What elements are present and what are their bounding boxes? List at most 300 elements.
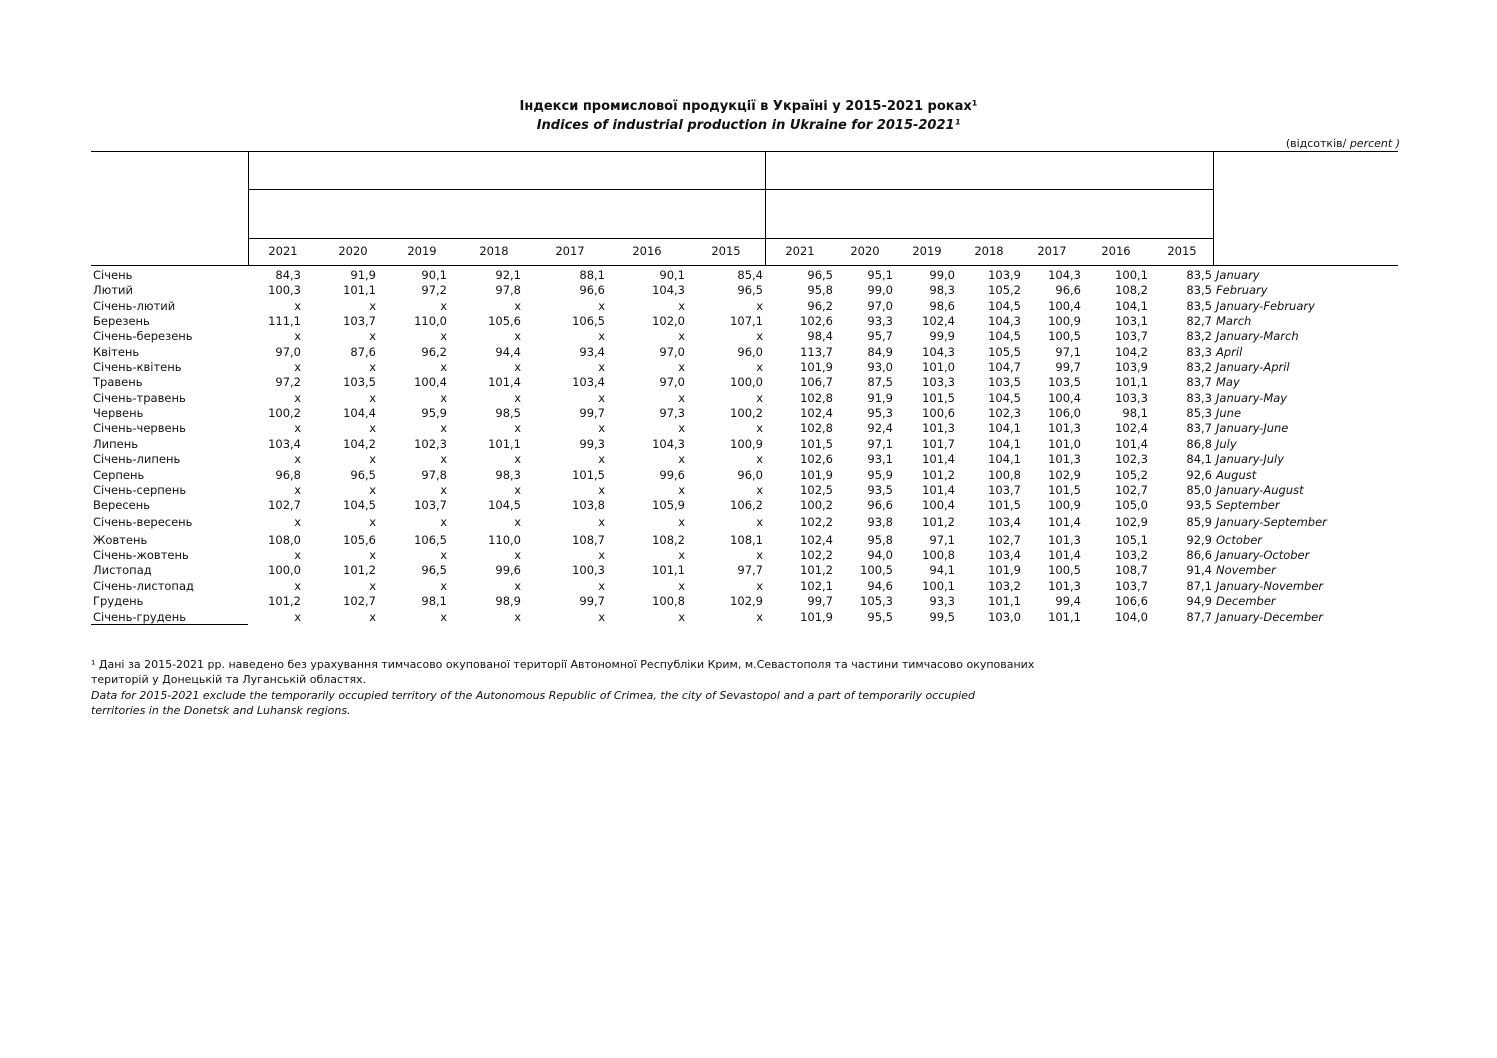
table-cell: 101,2 xyxy=(268,594,301,608)
row-label-en: December xyxy=(1216,594,1276,608)
table-cell: 105,6 xyxy=(343,533,376,547)
table-cell: 103,3 xyxy=(922,375,955,389)
row-label-uk: Січень-липень xyxy=(93,452,181,466)
table-cell: x xyxy=(369,515,376,529)
footnote-en-line-2: territories in the Donetsk and Luhansk regions. xyxy=(91,704,351,717)
row-label-en: July xyxy=(1216,437,1237,451)
table-cell: 97,1 xyxy=(867,437,893,451)
row-label-en: February xyxy=(1216,283,1268,297)
table-cell: x xyxy=(514,421,521,435)
table-cell: 93,5 xyxy=(1186,498,1212,512)
row-label-en: January-December xyxy=(1216,610,1323,624)
table-cell: 103,4 xyxy=(988,515,1021,529)
table-cell: 93,4 xyxy=(579,345,605,359)
table-cell: x xyxy=(514,483,521,497)
table-cell: x xyxy=(678,483,685,497)
table-cell: 97,0 xyxy=(275,345,301,359)
table-cell: 96,2 xyxy=(421,345,447,359)
table-cell: 96,6 xyxy=(867,498,893,512)
table-cell: x xyxy=(514,299,521,313)
table-cell: 101,2 xyxy=(800,563,833,577)
table-cell: 96,6 xyxy=(579,283,605,297)
table-cell: 102,2 xyxy=(800,515,833,529)
table-cell: x xyxy=(514,610,521,624)
table-cell: 102,8 xyxy=(800,391,833,405)
table-cell: 103,9 xyxy=(1115,360,1148,374)
row-label-uk: Вересень xyxy=(93,498,151,512)
table-cell: 100,4 xyxy=(414,375,447,389)
table-cell: 100,9 xyxy=(1048,498,1081,512)
table-cell: 96,2 xyxy=(807,299,833,313)
table-cell: 105,1 xyxy=(1115,533,1148,547)
table-cell: 102,4 xyxy=(800,406,833,420)
table-cell: 90,1 xyxy=(421,268,447,282)
table-cell: 101,3 xyxy=(1048,579,1081,593)
table-cell: 101,1 xyxy=(1048,610,1081,624)
row-label-uk: Грудень xyxy=(93,594,144,608)
table-cell: 105,5 xyxy=(988,345,1021,359)
table-cell: 95,3 xyxy=(867,406,893,420)
table-cell: 96,0 xyxy=(737,345,763,359)
table-cell: x xyxy=(756,515,763,529)
table-cell: x xyxy=(598,452,605,466)
table-cell: 101,5 xyxy=(800,437,833,451)
year-header-right-0: 2021 xyxy=(785,244,815,258)
table-cell: x xyxy=(514,579,521,593)
row-label-uk: Січень-жовтень xyxy=(93,548,189,562)
table-cell: 100,8 xyxy=(988,468,1021,482)
table-cell: 92,4 xyxy=(867,421,893,435)
row-label-en: January-February xyxy=(1216,299,1315,313)
row-label-uk: Січень-квітень xyxy=(93,360,182,374)
table-cell: 100,2 xyxy=(268,406,301,420)
table-cell: 101,4 xyxy=(922,452,955,466)
table-cell: x xyxy=(678,548,685,562)
table-cell: 105,3 xyxy=(860,594,893,608)
table-cell: x xyxy=(598,548,605,562)
unit-note xyxy=(1286,137,1400,150)
table-cell: 90,1 xyxy=(659,268,685,282)
table-cell: x xyxy=(294,360,301,374)
table-cell: 83,3 xyxy=(1186,345,1212,359)
table-cell: 86,6 xyxy=(1186,548,1212,562)
footnote-en xyxy=(91,688,1191,718)
table-cell: x xyxy=(598,515,605,529)
table-cell: 100,5 xyxy=(1048,329,1081,343)
table-cell: 96,5 xyxy=(807,268,833,282)
table-cell: 106,7 xyxy=(800,375,833,389)
table-cell: 100,2 xyxy=(730,406,763,420)
row-label-en: January-August xyxy=(1216,483,1304,497)
table-cell: 102,5 xyxy=(800,483,833,497)
table-cell: 102,3 xyxy=(988,406,1021,420)
year-header-left-3: 2018 xyxy=(479,244,509,258)
table-cell: x xyxy=(369,391,376,405)
table-cell: 83,3 xyxy=(1186,391,1212,405)
table-cell: 97,0 xyxy=(659,375,685,389)
row-label-en: August xyxy=(1216,468,1257,482)
table-cell: 106,2 xyxy=(730,498,763,512)
table-cell: x xyxy=(369,452,376,466)
row-label-uk: Серпень xyxy=(93,468,145,482)
table-cell: x xyxy=(756,579,763,593)
table-cell: 104,7 xyxy=(988,360,1021,374)
table-cell: x xyxy=(440,579,447,593)
table-cell: x xyxy=(440,452,447,466)
table-cell: 99,7 xyxy=(579,406,605,420)
table-cell: 95,5 xyxy=(867,610,893,624)
table-cell: x xyxy=(756,360,763,374)
table-cell: 97,8 xyxy=(421,468,447,482)
table-cell: 98,3 xyxy=(929,283,955,297)
table-cell: x xyxy=(440,299,447,313)
table-cell: 100,5 xyxy=(1048,563,1081,577)
table-cell: x xyxy=(756,391,763,405)
table-cell: 85,3 xyxy=(1186,406,1212,420)
table-cell: 101,5 xyxy=(988,498,1021,512)
table-cell: x xyxy=(514,391,521,405)
table-cell: 87,1 xyxy=(1186,579,1212,593)
table-cell: 103,7 xyxy=(343,314,376,328)
table-cell: 104,3 xyxy=(652,283,685,297)
year-header-right-4: 2017 xyxy=(1037,244,1067,258)
table-cell: x xyxy=(514,452,521,466)
table-cell: 100,0 xyxy=(268,563,301,577)
table-cell: 104,1 xyxy=(988,437,1021,451)
table-cell: 94,4 xyxy=(495,345,521,359)
table-cell: 98,5 xyxy=(495,406,521,420)
row-label-uk: Січень-листопад xyxy=(93,579,194,593)
table-cell: 104,5 xyxy=(488,498,521,512)
table-cell: x xyxy=(294,548,301,562)
table-cell: 102,6 xyxy=(800,314,833,328)
table-cell: x xyxy=(756,452,763,466)
table-cell: 101,9 xyxy=(800,360,833,374)
table-cell: 103,4 xyxy=(268,437,301,451)
col-divider-mid xyxy=(765,151,766,266)
row-label-uk: Січень-серпень xyxy=(93,483,187,497)
table-cell: x xyxy=(440,329,447,343)
year-header-right-6: 2015 xyxy=(1167,244,1197,258)
table-cell: 102,0 xyxy=(652,314,685,328)
table-cell: 93,0 xyxy=(867,360,893,374)
table-cell: 84,3 xyxy=(275,268,301,282)
table-cell: 98,3 xyxy=(495,468,521,482)
table-cell: 92,1 xyxy=(495,268,521,282)
table-cell: x xyxy=(369,548,376,562)
table-cell: x xyxy=(678,391,685,405)
table-cell: 101,1 xyxy=(652,563,685,577)
table-cell: 103,7 xyxy=(1115,579,1148,593)
table-cell: 103,7 xyxy=(988,483,1021,497)
table-cell: 104,5 xyxy=(343,498,376,512)
row-label-uk: Лютий xyxy=(93,283,133,297)
table-cell: 105,6 xyxy=(488,314,521,328)
year-header-left-0: 2021 xyxy=(268,244,298,258)
table-cell: x xyxy=(294,329,301,343)
table-cell: 103,4 xyxy=(572,375,605,389)
table-cell: 97,2 xyxy=(275,375,301,389)
table-cell: 106,0 xyxy=(1048,406,1081,420)
table-cell: 102,7 xyxy=(268,498,301,512)
table-cell: 83,5 xyxy=(1186,283,1212,297)
table-cell: 106,5 xyxy=(572,314,605,328)
table-cell: 83,7 xyxy=(1186,421,1212,435)
table-cell: 93,5 xyxy=(867,483,893,497)
row-label-uk: Березень xyxy=(93,314,150,328)
table-cell: 103,1 xyxy=(1115,314,1148,328)
table-cell: 100,9 xyxy=(1048,314,1081,328)
table-cell: 103,5 xyxy=(988,375,1021,389)
footnote-uk-line-2: територій у Донецькій та Луганській областях. xyxy=(91,673,367,686)
table-cell: 104,5 xyxy=(988,299,1021,313)
table-cell: 96,8 xyxy=(275,468,301,482)
row-label-en: January-November xyxy=(1216,579,1324,593)
row-label-uk: Листопад xyxy=(93,563,152,577)
row-label-en: June xyxy=(1216,406,1242,420)
table-cell: 96,0 xyxy=(737,468,763,482)
table-cell: x xyxy=(598,579,605,593)
table-cell: x xyxy=(678,452,685,466)
table-cell: 103,7 xyxy=(1115,329,1148,343)
table-cell: 106,6 xyxy=(1115,594,1148,608)
row-label-en: September xyxy=(1216,498,1280,512)
table-cell: 99,7 xyxy=(807,594,833,608)
table-cell: 101,7 xyxy=(922,437,955,451)
table-cell: x xyxy=(678,515,685,529)
table-cell: x xyxy=(756,299,763,313)
table-cell: 104,5 xyxy=(988,329,1021,343)
table-cell: 104,3 xyxy=(1048,268,1081,282)
table-cell: x xyxy=(369,483,376,497)
table-cell: 105,2 xyxy=(1115,468,1148,482)
table-cell: 103,8 xyxy=(572,498,605,512)
table-cell: 100,1 xyxy=(1115,268,1148,282)
table-cell: 99,9 xyxy=(929,329,955,343)
row-label-uk: Липень xyxy=(93,437,139,451)
table-cell: 108,0 xyxy=(268,533,301,547)
table-cell: 100,4 xyxy=(1048,391,1081,405)
year-header-left-1: 2020 xyxy=(338,244,368,258)
table-cell: 96,5 xyxy=(350,468,376,482)
table-cell: 97,8 xyxy=(495,283,521,297)
table-cell: 101,3 xyxy=(1048,533,1081,547)
row-label-en: May xyxy=(1216,375,1240,389)
table-cell: 101,1 xyxy=(343,283,376,297)
table-cell: x xyxy=(369,579,376,593)
row-label-en: January-June xyxy=(1216,421,1289,435)
unit-uk: (відсотків/ xyxy=(1285,137,1347,150)
table-cell: 100,3 xyxy=(572,563,605,577)
row-label-uk: Січень-грудень xyxy=(93,610,187,624)
table-cell: 102,7 xyxy=(343,594,376,608)
table-cell: 100,6 xyxy=(922,406,955,420)
table-cell: 113,7 xyxy=(800,345,833,359)
table-cell: 95,7 xyxy=(867,329,893,343)
table-cell: 104,3 xyxy=(922,345,955,359)
table-cell: 101,5 xyxy=(922,391,955,405)
row-label-en: April xyxy=(1216,345,1243,359)
table-cell: 98,1 xyxy=(421,594,447,608)
rule-header-bottom xyxy=(91,265,1398,266)
table-cell: 97,1 xyxy=(1055,345,1081,359)
table-cell: 100,1 xyxy=(922,579,955,593)
rule-top xyxy=(91,151,1398,152)
table-cell: 104,3 xyxy=(988,314,1021,328)
table-cell: 83,2 xyxy=(1186,329,1212,343)
unit-en: percent ) xyxy=(1349,137,1400,150)
table-cell: x xyxy=(294,610,301,624)
year-header-left-2: 2019 xyxy=(407,244,437,258)
year-header-left-5: 2016 xyxy=(632,244,662,258)
table-cell: x xyxy=(440,391,447,405)
table-cell: 103,7 xyxy=(414,498,447,512)
table-cell: 105,2 xyxy=(988,283,1021,297)
table-cell: x xyxy=(678,329,685,343)
table-cell: 92,9 xyxy=(1186,533,1212,547)
table-cell: x xyxy=(294,483,301,497)
table-cell: 102,4 xyxy=(1115,421,1148,435)
table-cell: 101,4 xyxy=(1048,515,1081,529)
table-cell: x xyxy=(440,483,447,497)
footnote-uk xyxy=(91,657,1191,687)
table-cell: 102,4 xyxy=(922,314,955,328)
table-cell: 91,9 xyxy=(867,391,893,405)
table-cell: 98,1 xyxy=(1122,406,1148,420)
table-cell: 103,5 xyxy=(1048,375,1081,389)
row-label-uk: Квітень xyxy=(93,345,140,359)
table-cell: x xyxy=(678,360,685,374)
table-cell: x xyxy=(514,548,521,562)
table-cell: x xyxy=(369,299,376,313)
table-cell: 101,3 xyxy=(1048,452,1081,466)
table-cell: 103,2 xyxy=(1115,548,1148,562)
table-cell: x xyxy=(756,329,763,343)
table-cell: 94,9 xyxy=(1186,594,1212,608)
table-cell: 84,9 xyxy=(867,345,893,359)
table-cell: 97,0 xyxy=(867,299,893,313)
table-cell: 101,2 xyxy=(922,468,955,482)
table-cell: 96,5 xyxy=(421,563,447,577)
table-cell: 102,7 xyxy=(1115,483,1148,497)
table-cell: 99,5 xyxy=(929,610,955,624)
table-cell: x xyxy=(440,360,447,374)
table-cell: x xyxy=(678,579,685,593)
table-cell: 104,4 xyxy=(343,406,376,420)
table-cell: 97,7 xyxy=(737,563,763,577)
row-label-en: January-September xyxy=(1216,515,1327,529)
table-cell: x xyxy=(598,421,605,435)
table-cell: 99,0 xyxy=(867,283,893,297)
table-cell: x xyxy=(598,610,605,624)
year-header-right-5: 2016 xyxy=(1101,244,1131,258)
table-cell: x xyxy=(294,452,301,466)
row-label-uk: Січень xyxy=(93,268,133,282)
year-header-left-4: 2017 xyxy=(555,244,585,258)
table-cell: x xyxy=(369,610,376,624)
table-cell: 96,5 xyxy=(737,283,763,297)
table-cell: 100,2 xyxy=(800,498,833,512)
year-header-right-2: 2019 xyxy=(912,244,942,258)
table-cell: 99,7 xyxy=(1055,360,1081,374)
table-cell: 104,1 xyxy=(988,421,1021,435)
table-cell: 102,2 xyxy=(800,548,833,562)
table-cell: x xyxy=(369,421,376,435)
table-cell: 110,0 xyxy=(414,314,447,328)
row-label-en: January-April xyxy=(1216,360,1290,374)
table-cell: 99,7 xyxy=(579,594,605,608)
table-cell: 103,3 xyxy=(1115,391,1148,405)
table-cell: 102,3 xyxy=(1115,452,1148,466)
table-cell: 104,0 xyxy=(1115,610,1148,624)
table-cell: x xyxy=(294,579,301,593)
row-label-uk: Січень-вересень xyxy=(93,515,193,529)
table-cell: 99,3 xyxy=(579,437,605,451)
table-cell: 102,9 xyxy=(1115,515,1148,529)
table-cell: 104,1 xyxy=(1115,299,1148,313)
page-title-uk: Індекси промислової продукції в Україні у 2015-2021 роках¹ xyxy=(519,99,978,114)
table-cell: 100,0 xyxy=(730,375,763,389)
table-cell: 97,2 xyxy=(421,283,447,297)
table-cell: 101,2 xyxy=(343,563,376,577)
year-header-right-3: 2018 xyxy=(974,244,1004,258)
table-cell: 101,2 xyxy=(922,515,955,529)
table-cell: 93,3 xyxy=(929,594,955,608)
table-cell: 101,1 xyxy=(1115,375,1148,389)
table-cell: 98,6 xyxy=(929,299,955,313)
table-cell: 100,4 xyxy=(1048,299,1081,313)
table-cell: 108,7 xyxy=(1115,563,1148,577)
row-label-en: January-May xyxy=(1216,391,1288,405)
footnote-uk-line-1: ¹ Дані за 2015-2021 рр. наведено без урахування тимчасово окупованої території Автономної Республіки Крим, м.Севастополя та частини тимчасово окупованих xyxy=(91,658,1035,671)
table-cell: 108,7 xyxy=(572,533,605,547)
table-cell: 106,5 xyxy=(414,533,447,547)
table-cell: 104,2 xyxy=(343,437,376,451)
table-cell: x xyxy=(598,329,605,343)
table-cell: 86,8 xyxy=(1186,437,1212,451)
rule-header-1 xyxy=(248,189,1213,190)
table-cell: 104,3 xyxy=(652,437,685,451)
table-cell: 99,6 xyxy=(495,563,521,577)
year-header-right-1: 2020 xyxy=(850,244,880,258)
table-cell: 91,4 xyxy=(1186,563,1212,577)
table-cell: x xyxy=(678,421,685,435)
rule-header-2 xyxy=(248,238,1213,239)
table-cell: 88,1 xyxy=(579,268,605,282)
table-cell: 103,9 xyxy=(988,268,1021,282)
table-cell: x xyxy=(756,421,763,435)
table-cell: 102,8 xyxy=(800,421,833,435)
table-cell: 104,1 xyxy=(988,452,1021,466)
table-cell: 104,5 xyxy=(988,391,1021,405)
table-cell: x xyxy=(440,548,447,562)
table-cell: x xyxy=(440,610,447,624)
table-cell: 102,9 xyxy=(1048,468,1081,482)
table-cell: 87,7 xyxy=(1186,610,1212,624)
table-cell: 97,0 xyxy=(659,345,685,359)
table-cell: 99,6 xyxy=(659,468,685,482)
row-label-en: March xyxy=(1216,314,1252,328)
table-cell: 101,0 xyxy=(1048,437,1081,451)
table-cell: 99,4 xyxy=(1055,594,1081,608)
table-cell: 105,9 xyxy=(652,498,685,512)
table-cell: 111,1 xyxy=(268,314,301,328)
table-cell: 100,5 xyxy=(860,563,893,577)
table-cell: 104,2 xyxy=(1115,345,1148,359)
table-cell: 103,5 xyxy=(343,375,376,389)
table-cell: 100,9 xyxy=(730,437,763,451)
table-cell: x xyxy=(598,391,605,405)
